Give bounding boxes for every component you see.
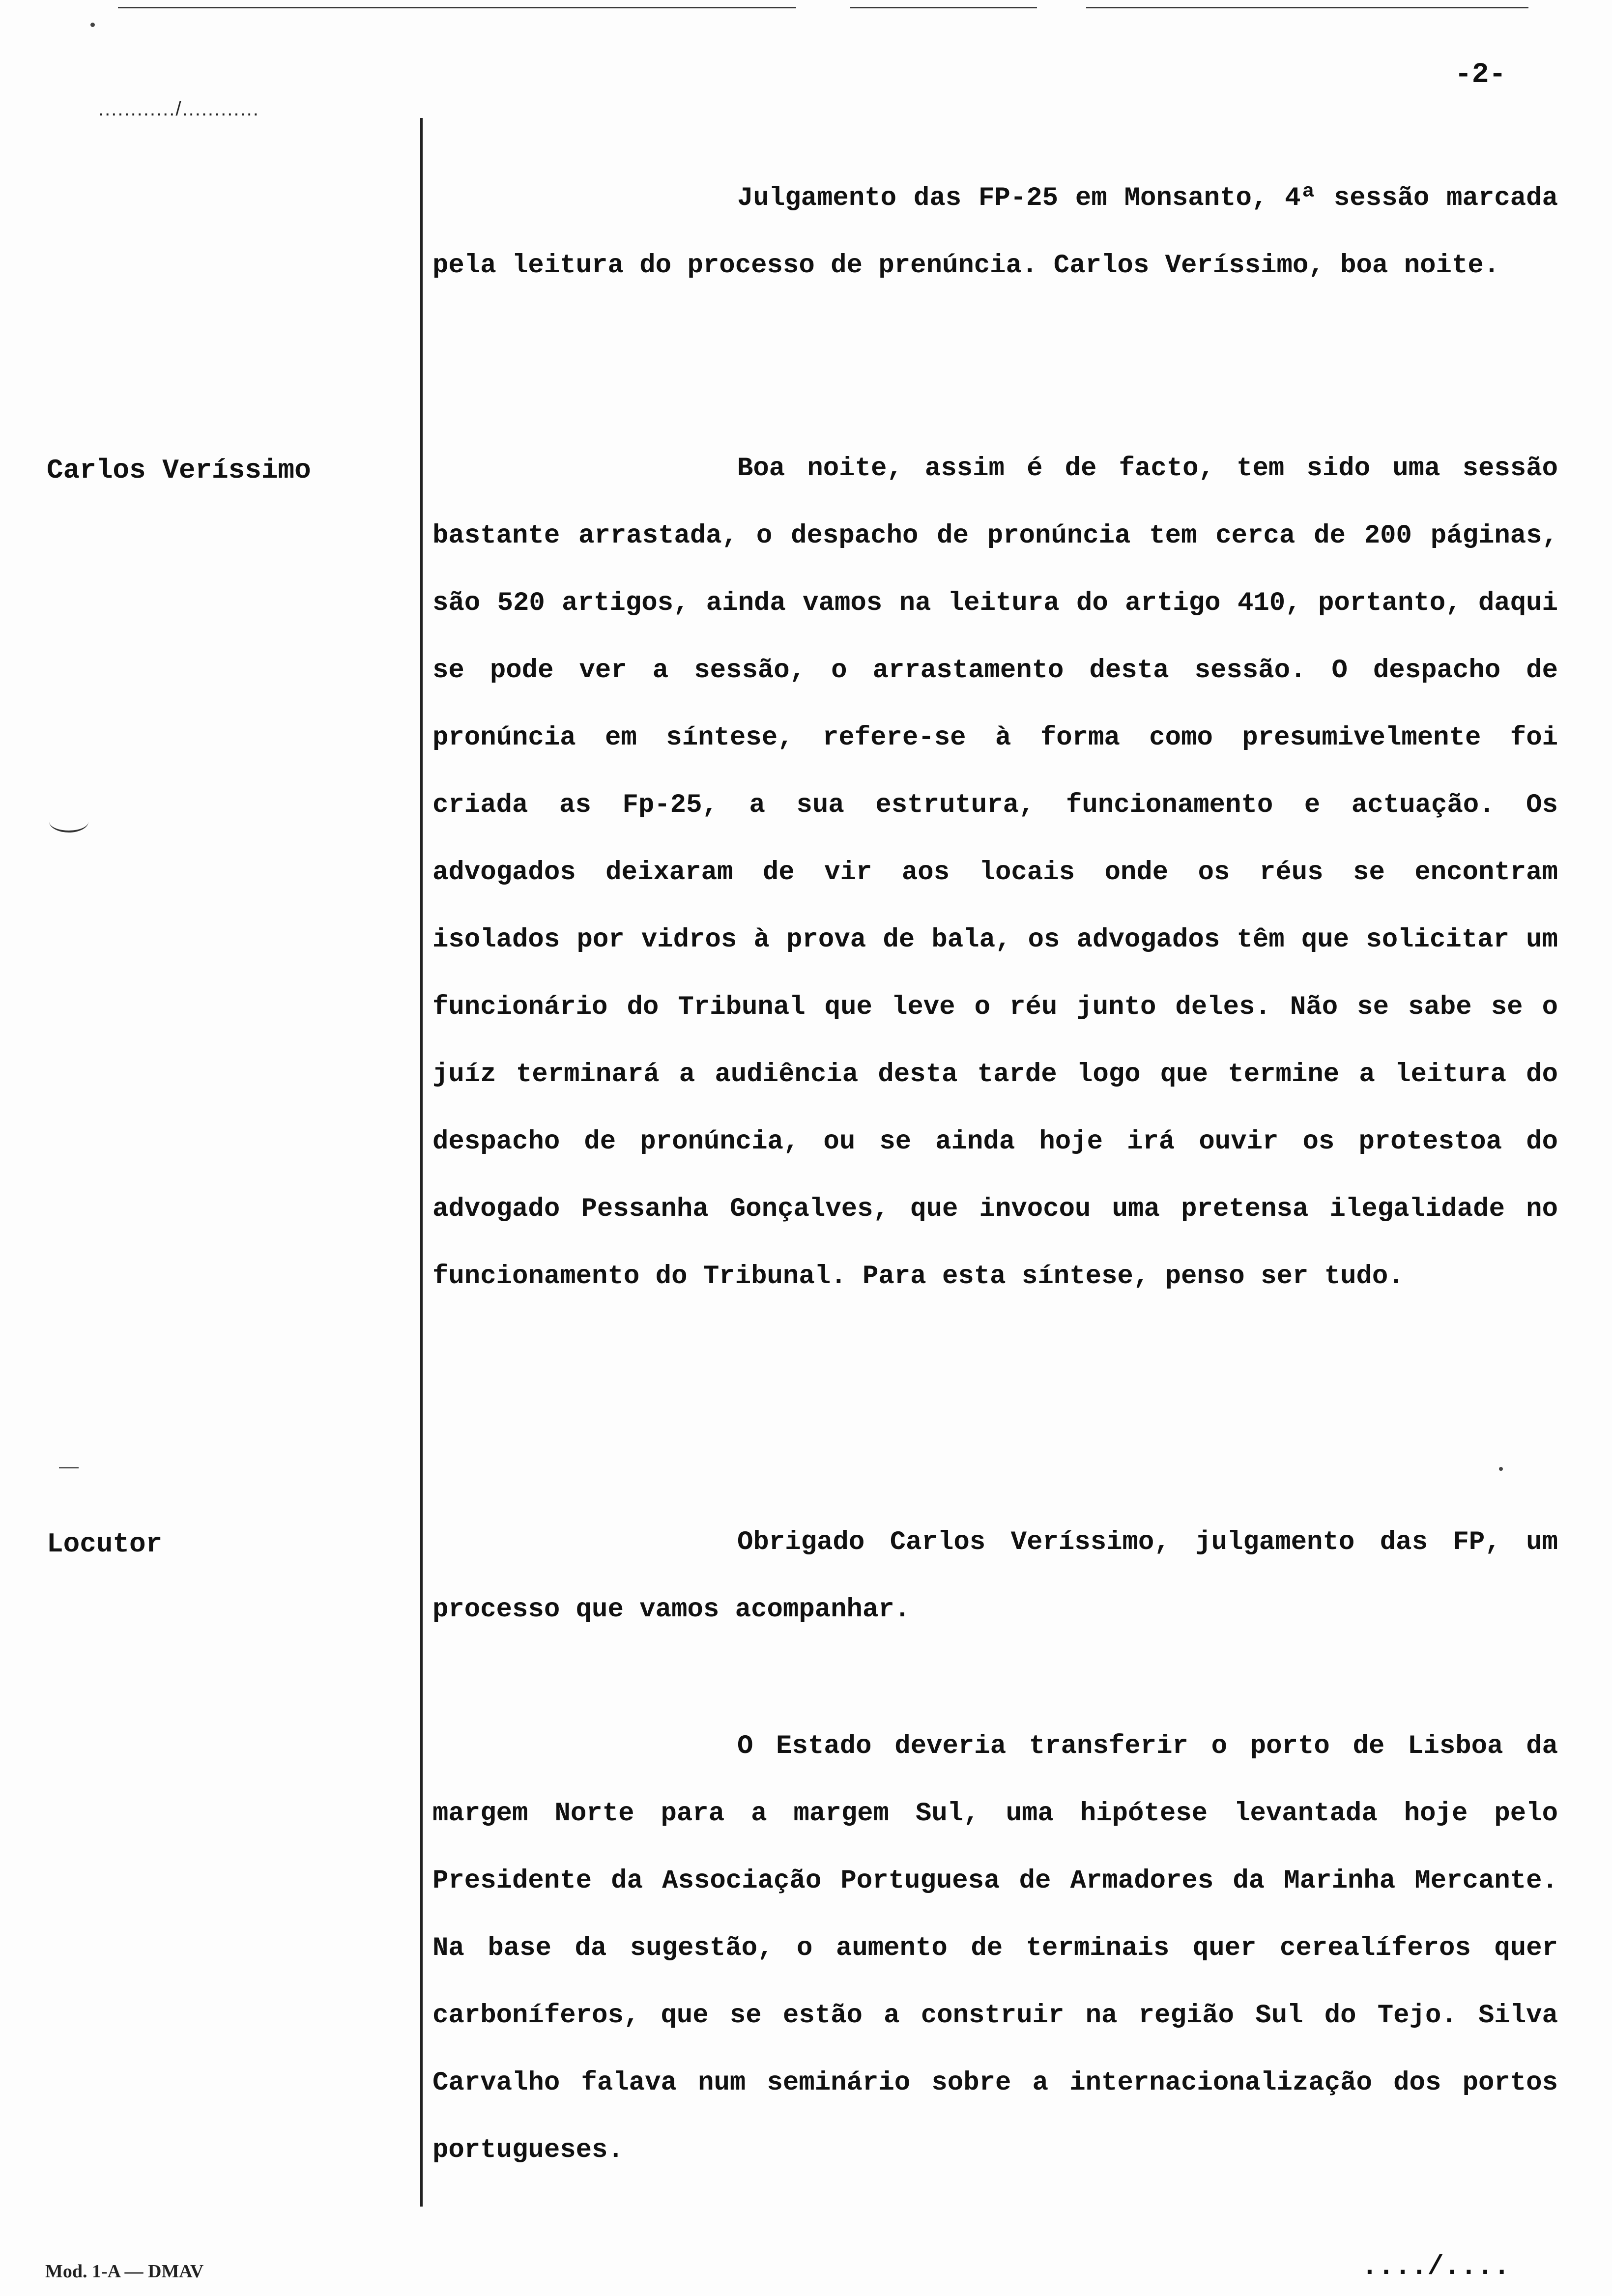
speck xyxy=(1499,1467,1503,1471)
page-number: -2- xyxy=(1455,59,1506,91)
speaker-label-carlos-verissimo: Carlos Veríssimo xyxy=(47,455,311,486)
margin-dash xyxy=(59,1467,79,1468)
paragraph-port-news xyxy=(432,1713,1558,2184)
form-code: Mod. 1-A — DMAV xyxy=(45,2261,204,2282)
top-rule xyxy=(118,7,796,8)
speaker-label-locutor: Locutor xyxy=(47,1528,163,1560)
paragraph-text: Julgamento das FP-25 em Monsanto, 4ª sessão marcada pela leitura do processo de prenúncia. Carlos Veríssimo, boa noite. xyxy=(432,183,1558,281)
paragraph-text: O Estado deveria transferir o porto de Lisboa da margem Norte para a margem Sul, uma hipótese levantada hoje pelo Presidente da Associação Portuguesa de Armadores da Marinha Mercante. Na base da sugestão, o aumento de terminais quer cerealíferos quer carboníferos, que se estão a construir na região Sul do Tejo. Silva Carvalho falava num seminário sobre a internacionalização dos portos portugueses. xyxy=(432,1731,1558,2165)
continuation-mark: ..../.... xyxy=(1361,2251,1510,2282)
paragraph-text: Boa noite, assim é de facto, tem sido uma sessão bastante arrastada, o despacho de pronúncia tem cerca de 200 páginas, são 520 artigos, ainda vamos na leitura do artigo 410, portanto, daqui se pode ver a sessão, o arrastamento desta sessão. O despacho de pronúncia em síntese, refere-se à forma como presumivelmente foi criada as Fp-25, a sua estrutura, funcionamento e actuação. Os advogados deixaram de vir aos locais onde os réus se encontram isolados por vidros à prova de bala, os advogados têm que solicitar um funcionário do Tribunal que leve o réu junto deles. Não se sabe se o juíz terminará a audiência desta tarde logo que termine a leitura do despacho de pronúncia, ou se ainda hoje irá ouvir os protestoa do advogado Pessanha Gonçalves, que invocou uma pretensa ilegalidade no funcionamento do Tribunal. Para esta síntese, penso ser tudo. xyxy=(432,454,1558,1292)
paragraph-report xyxy=(432,435,1558,1310)
margin-reference: ............/............ xyxy=(98,98,259,120)
top-rule xyxy=(850,7,1037,8)
paragraph-closing xyxy=(432,1509,1558,1643)
margin-pencil-mark xyxy=(49,811,88,832)
paragraph-intro xyxy=(432,165,1558,299)
margin-divider-line xyxy=(420,118,423,2207)
paragraph-text: Obrigado Carlos Veríssimo, julgamento das FP, um processo que vamos acompanhar. xyxy=(432,1527,1558,1625)
speck xyxy=(90,23,95,27)
top-rule xyxy=(1086,7,1528,8)
